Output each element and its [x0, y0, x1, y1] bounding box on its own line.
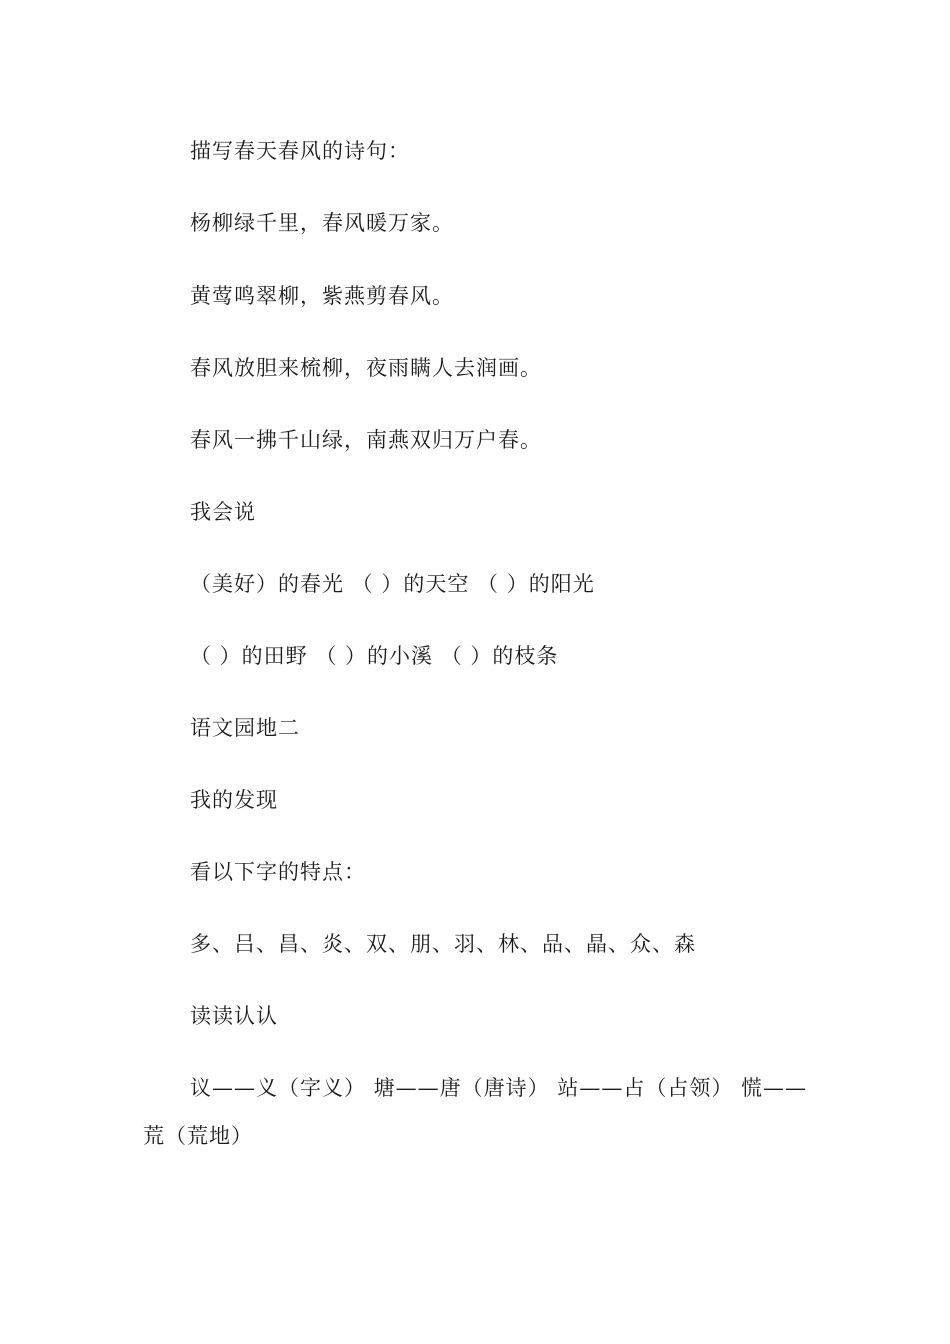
section-title-read-and-recognize: 读读认认 — [190, 1004, 278, 1028]
poem-line-2: 黄莺鸣翠柳，紫燕剪春风。 — [190, 284, 454, 308]
section-title-i-can-say: 我会说 — [190, 500, 256, 524]
phrase-row-2: （ ）的田野 （ ）的小溪 （ ）的枝条 — [190, 644, 559, 668]
section-title-chinese-garden-two: 语文园地二 — [190, 716, 300, 740]
section-title-my-discovery: 我的发现 — [190, 788, 278, 812]
poem-line-1: 杨柳绿千里，春风暖万家。 — [190, 211, 454, 235]
character-list: 多、吕、昌、炎、双、朋、羽、林、品、晶、众、森 — [190, 932, 696, 956]
poem-line-3: 春风放胆来梳柳，夜雨瞒人去润画。 — [190, 356, 542, 380]
poem-line-4: 春风一拂千山绿，南燕双归万户春。 — [190, 428, 542, 452]
heading-spring-wind-poems: 描写春天春风的诗句： — [190, 139, 410, 163]
phrase-row-1: （美好）的春光 （ ）的天空 （ ）的阳光 — [190, 572, 595, 596]
character-pairs-paragraph: 议——义（字义） 塘——唐（唐诗） 站——占（占领） 慌——荒（荒地） — [143, 1076, 808, 1148]
instruction-character-features: 看以下字的特点： — [190, 860, 366, 884]
